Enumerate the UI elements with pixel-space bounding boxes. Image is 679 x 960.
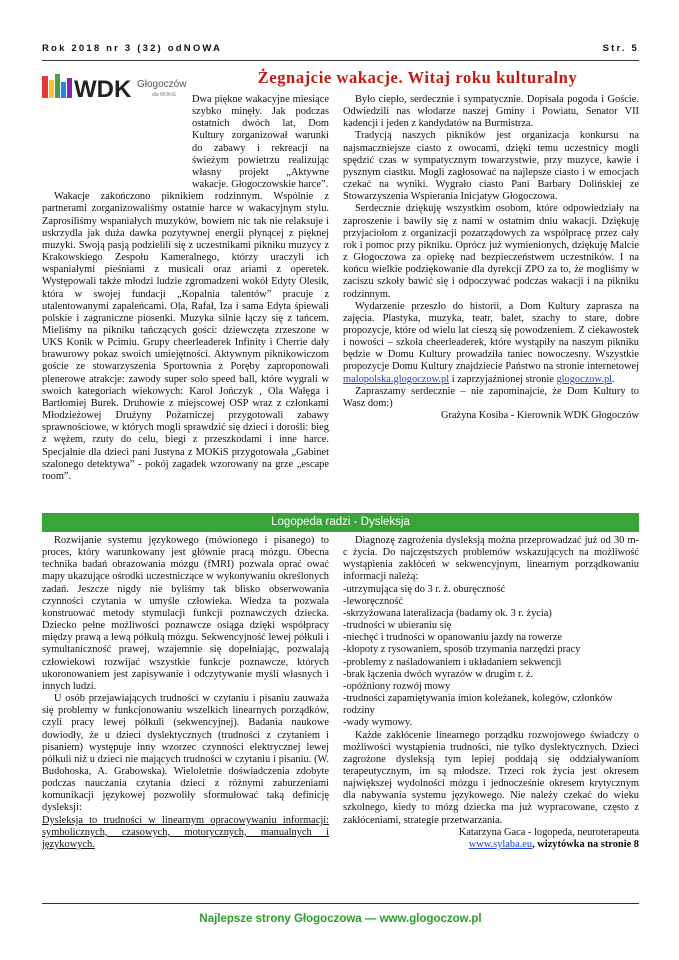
article2-right-paragraph: Każde zakłócenie linearnego porządku rozwojowego świadczy o możliwości wystąpienia trudności, nie tylko dyslektycznych. Dzieci zagrożone dysleksją tym lepiej poddają się oddziaływaniom terapeutycznym, im są młodsze. Trzeci rok życia jest okresem największej wydolności mózgu i jednocześnie okresem krytycznym dla nabywania systemu językowego. Nie należy czekać do wieku szkolnego, kiedy to mózg dziecka ma już wypracowane, często z zakłóceniami, strategie przetwarzania.: [343, 729, 639, 826]
symptom-item: -kłopoty z rysowaniem, sposób trzymania narzędzi pracy: [343, 644, 581, 656]
article2-intro: Diagnozę zagrożenia dysleksją można przeprowadzać już od 30 m-c życia. Do najczęstszych problemów wskazujących na możliwość wystąpienia zakłóceń w sekwencyjnym, linearnym porządkowaniu informacji należą:: [343, 535, 639, 583]
article1-right-column: [343, 94, 639, 422]
symptom-item: -opóźniony rozwój mowy: [343, 680, 451, 692]
symptom-item: -problemy z naśladowaniem i układaniem sekwencji: [343, 656, 562, 668]
article1-title: Żegnajcie wakacje. Witaj roku kulturalny: [257, 68, 578, 87]
link-after: .: [612, 373, 615, 385]
article1-right-paragraph: Było ciepło, serdecznie i sympatycznie. Dopisała pogoda i Goście. Odwiedzili nas włodarze naszej Gminy i Powiatu, Senator VII kadencji i jeden z kandydatów na Burmistrza.: [343, 94, 639, 130]
symptom-item: -leworęczność: [343, 595, 403, 607]
sylaba-link[interactable]: www.sylaba.eu: [468, 838, 533, 850]
article2-left-paragraph: U osób przejawiających trudności w czytaniu i pisaniu zauważa się problemy w funkcjonowaniu wszelkich linearnych porządków, czyli pracy lewej półkuli (sekwencyjnej). Badania naukowe dowiodły, że u dzieci dyslektycznych (trudności z czytaniem i pisaniem) występuje inny wzorzec czynności elektrycznej lewej półkuli niż u dzieci nie mających trudności w czytaniu i pisaniu. (W. Budohoska, A. Grabowska). Wieloletnie doświadczenia zdobyte podczas nauczania czytania dzieci z różnymi zaburzeniami komunikacji językowej pozwoliły sformułować taką definicję dysleksji:: [42, 693, 329, 814]
header-rule: [42, 60, 639, 61]
logo-text: WDK: [74, 76, 132, 103]
symptom-item: -niechęć i trudności w opanowaniu jazdy na rowerze: [343, 632, 562, 644]
closing-text: Zapraszamy serdecznie – nie zapominajcie, że Dom Kultury to Wasz dom:): [343, 385, 639, 409]
article2-right-column: [343, 535, 639, 851]
article1-right-paragraph: Tradycją naszych pikników jest organizacja konkursu na najsmaczniejsze ciasto z owocami, dzięki temu uczestnicy mogli spędzić czas w sympatycznym towarzystwie, przy muzyce, kawie i pysznym ciastku. Mogli zagłosować na najlepsze ciasto i w emocjach czekać na wyniki. Wygrało ciasto Pani Barbary Dolińskiej ze Stowarzyszenia Wspierania Inicjatyw Głogoczowa.: [343, 130, 639, 203]
symptom-item: -skrzyżowana lateralizacja (badamy ok. 3 r. życia): [343, 607, 552, 619]
page-header: [42, 43, 639, 57]
article1-left-paragraph: Dwa piękne wakacyjne miesiące szybko minęły. Jak podczas ostatnich dwóch lat, Dom Kultury zorganizował warunki do zabawy i rekreacji na świeżym powietrzu realizując własny projekt „Aktywne wakacje. Głogoczowskie harce”.: [192, 94, 329, 191]
page-number: Str. 5: [602, 43, 639, 54]
symptom-item: -wady wymowy.: [343, 717, 413, 729]
page-footer: Najlepsze strony Głogoczowa — www.glogoczow.pl: [199, 913, 482, 925]
link-between: i zaprzyjaźnionej stronie: [449, 373, 557, 385]
article2-left-paragraph: Rozwijanie systemu językowego (mówionego i pisanego) to proces, który warunkowany jest głównie pracą mózgu. Obecna technika badań obrazowania mózgu (fMRI) pozwala oprać ować mapy ukazujące ośrodki uczestniczące w wykonywaniu określonych zadań. Jeszcze nigdy nie byliśmy tak blisko obserwowania czynności czytania w umyśle człowieka. Wiedza ta pozwala konstruować metody stymulacji funkcji poznawczych dziecka. Dziecko pełne możliwości poznawcze osiąga dzięki współpracy między prawą a lewą półkulą mózgu. Sekwencyjność lewej półkuli i symultaniczność prawej, wzajemnie się dopełniając, pozwalają człowiekowi rozwijać wszystkie funkcje poznawcze, których ukoronowaniem jest zapisywanie i odczytywanie myśli własnych i innych ludzi.: [42, 535, 329, 692]
article1-signature: Grażyna Kosiba - Kierownik WDK Głogoczów: [440, 410, 639, 422]
footer-rule: [42, 903, 639, 904]
article1-right-paragraph: Serdecznie dziękuję wszystkim osobom, które odpowiedziały na zaproszenie i bawiły się z nami w ostatnim dniu wakacji. Dziękuję przyjaciołom z organizacji pozarządowych za współpracę przez cały rok i pomoc przy pikniku. Oprócz już wymienionych, dziękuję Malcie z Głogoczowa za opiekę nad bezpieczeństwem uczestników. I na końcu wielkie podziękowanie dla dyrekcji ZPO za to, że mogliśmy w zaciszu szkoły bawić się i odpoczywać podczas wakacji i na pikniku rodzinnym.: [343, 203, 639, 300]
issue-label: Rok 2018 nr 3 (32) odNOWA: [42, 43, 223, 54]
symptom-item: -trudności w ubieraniu się: [343, 620, 452, 632]
symptom-item: -brak łączenia dwóch wyrazów w drugim r. ż.: [343, 668, 534, 680]
symptom-item: -trudności zapamiętywania imion koleżanek, kolegów, członków rodziny: [343, 693, 613, 717]
article1-left-paragraph: Wakacje zakończono piknikiem rodzinnym. Wspólnie z partnerami zorganizowaliśmy ostatnie harce w wakacyjnym stylu. Zaprosiliśmy wspaniałych muzyków, bowiem nic tak nie relaksuje i uskrzydla jak duża dawka pozytywnej energii płynącej z pięknej muzyki. Swoją pasją podzielili się z uczestnikami pikniku muzycy z Krakowskiego Zespołu Kameralnego, którzy uraczyli ich wspaniałymi pieśniami z musicali oraz ariami z operetek. Występowali także młodzi ludzie zgromadzeni wokół Edyty Olesik, która w swojej fundacji „Kopalnia talentów” pracuje z utalentowanymi zapaleńcami. Ola, Rafał, Iza i sama Edyta śpiewali polskie i zagraniczne piosenki. Muzyka silnie łączy się z tańcem. Mieliśmy na pikniku tańczących gości: dziewczęta zrzeszone w UKS Konik w Pcimiu. Grupy cheerleaderek Infinity i Cherrie dały brawurowy pokaz swoich umiejętności. Aktywnym piknikowiczom goście ze stowarzyszenia Sportownia z Poręby zaproponowali plenerowe atrakcje: zawody super solo speed ball, które wygrali w swoich kategoriach wiekowych: Karol Jończyk , Ola Wałęga i Bartłomiej Burek. Druhowie z miejscowej OSP wraz z członkami Młodzieżowej Drużyny Pożarniczej przygotowali zabawy sprawnościowe, w których mogli sprawdzić się dzieci i dorośli: bieg z wężem, rzuty do celu, biegi z przeszkodami i inne harce. Specjalnie dla dzieci pani Justyna z MOKiS przygotowała „Gabinet szalonego detektywa” - pokój zagadek wzorowany na grze „escape room”.: [42, 191, 329, 482]
malopolska-link[interactable]: malopolska.glogoczow.pl: [343, 373, 450, 385]
article2-author: Katarzyna Gaca - logopeda, neuroterapeuta: [458, 826, 639, 838]
symptom-item: -utrzymująca się do 3 r. ż. oburęczność: [343, 583, 506, 595]
article2-left-column: [42, 535, 329, 851]
article2-title-bar: Logopeda radzi - Dysleksja: [42, 513, 639, 532]
article1-right-paragraph: [343, 301, 639, 386]
invitation-text: Wydarzenie przeszło do historii, a Dom Kultury zaprasza na zajęcia. Plastyka, muzyka, teatr, balet, szachy to stare, dobre propozycje, które od wielu lat cieszą się powodzeniem. Z ciekawostek i nowości – szkoła cheerleaderek, które wystąpiły na naszym pikniku będzie w Domu Kultury prowadziła taniec nowoczesny. Wszystkie propozycje Domu Kultury znajdziecie Państwo na stronie internetowej: [343, 300, 639, 373]
article1-left-column: [42, 94, 329, 483]
author-tail: , wizytówka na stronie 8: [532, 838, 639, 850]
glogoczow-link[interactable]: glogoczow.pl: [556, 373, 613, 385]
logo-small: dla MOKiS: [152, 92, 176, 98]
dyslexia-definition: Dysleksja to trudności w linearnym opracowywaniu informacji: symbolicznych, czasowych, motorycznych, manualnych i językowych.: [42, 814, 329, 850]
logo-subtitle: Głogoczów: [137, 79, 187, 90]
article2-author-line: [343, 839, 639, 851]
